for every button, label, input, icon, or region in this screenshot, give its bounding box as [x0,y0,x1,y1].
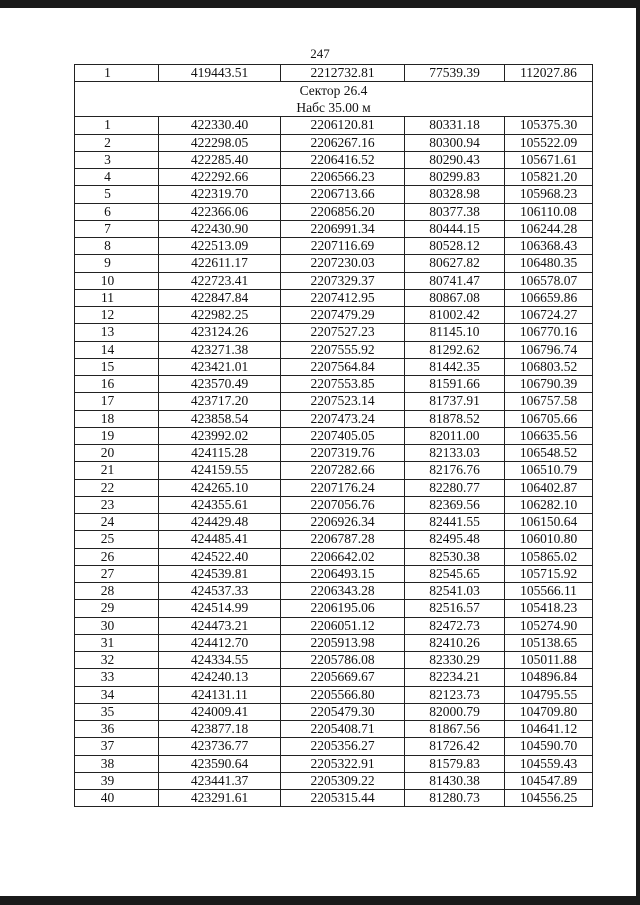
local-y: 104641.12 [505,721,593,738]
coord-y: 2206856.20 [281,203,405,220]
table-row [75,703,593,720]
point-number: 29 [75,600,159,617]
point-number: 9 [75,255,159,272]
coord-x: 422319.70 [159,186,281,203]
coord-x: 422611.17 [159,255,281,272]
coord-y: 2205322.91 [281,755,405,772]
local-x: 80299.83 [405,169,505,186]
local-x: 81280.73 [405,790,505,807]
sector-level: Набс 35.00 м [75,99,593,117]
table-row [75,203,593,220]
point-number: 12 [75,307,159,324]
coord-y: 2206713.66 [281,186,405,203]
point-number: 35 [75,703,159,720]
scan-bottom-border [0,896,640,905]
local-y: 106150.64 [505,514,593,531]
point-number: 8 [75,238,159,255]
point-number: 10 [75,272,159,289]
local-x: 80328.98 [405,186,505,203]
local-y: 106510.79 [505,462,593,479]
local-x: 82495.48 [405,531,505,548]
point-number: 2 [75,134,159,151]
table-row [75,289,593,306]
local-y: 105566.11 [505,583,593,600]
local-y: 105011.88 [505,652,593,669]
local-x: 77539.39 [405,65,505,82]
sector-level-row [75,99,593,117]
table-row [75,755,593,772]
table-row [75,790,593,807]
coord-x: 424159.55 [159,462,281,479]
local-x: 81002.42 [405,307,505,324]
coord-y: 2206416.52 [281,151,405,168]
point-number: 28 [75,583,159,600]
local-y: 105522.09 [505,134,593,151]
local-y: 106480.35 [505,255,593,272]
point-number: 17 [75,393,159,410]
coord-y: 2207553.85 [281,376,405,393]
coord-x: 424522.40 [159,548,281,565]
point-number: 1 [75,117,159,134]
point-number: 16 [75,376,159,393]
coord-y: 2207282.66 [281,462,405,479]
point-number: 38 [75,755,159,772]
coord-x: 424473.21 [159,617,281,634]
coord-x: 422430.90 [159,220,281,237]
local-y: 112027.86 [505,65,593,82]
coord-y: 2205479.30 [281,703,405,720]
coord-y: 2207116.69 [281,238,405,255]
coord-y: 2207405.05 [281,427,405,444]
local-y: 104590.70 [505,738,593,755]
coord-y: 2206120.81 [281,117,405,134]
point-number: 32 [75,652,159,669]
table-row [75,427,593,444]
coord-y: 2207176.24 [281,479,405,496]
coord-y: 2205309.22 [281,772,405,789]
table-row [75,376,593,393]
local-y: 106790.39 [505,376,593,393]
coord-y: 2205669.67 [281,669,405,686]
table-row [75,238,593,255]
coord-x: 423717.20 [159,393,281,410]
coord-y: 2206991.34 [281,220,405,237]
local-y: 106548.52 [505,445,593,462]
local-x: 80867.08 [405,289,505,306]
local-y: 106796.74 [505,341,593,358]
point-number: 21 [75,462,159,479]
local-y: 106803.52 [505,358,593,375]
table-row [75,514,593,531]
local-x: 82234.21 [405,669,505,686]
point-number: 40 [75,790,159,807]
coord-y: 2207523.14 [281,393,405,410]
local-x: 82545.65 [405,565,505,582]
local-x: 81145.10 [405,324,505,341]
point-number: 30 [75,617,159,634]
coord-y: 2205786.08 [281,652,405,669]
table-row [75,721,593,738]
table-row [75,496,593,513]
coord-y: 2207319.76 [281,445,405,462]
coord-x: 424355.61 [159,496,281,513]
coord-x: 423271.38 [159,341,281,358]
local-y: 105138.65 [505,634,593,651]
coord-y: 2206493.15 [281,565,405,582]
point-number: 25 [75,531,159,548]
point-number: 18 [75,410,159,427]
local-y: 106705.66 [505,410,593,427]
table-row [75,324,593,341]
coord-x: 422298.05 [159,134,281,151]
point-number: 23 [75,496,159,513]
coord-x: 423291.61 [159,790,281,807]
local-y: 105715.92 [505,565,593,582]
local-x: 82541.03 [405,583,505,600]
table-row [75,358,593,375]
local-x: 81430.38 [405,772,505,789]
local-y: 106757.58 [505,393,593,410]
coord-y: 2205913.98 [281,634,405,651]
local-x: 80627.82 [405,255,505,272]
local-x: 82369.56 [405,496,505,513]
point-number: 22 [75,479,159,496]
table-row [75,445,593,462]
local-y: 104795.55 [505,686,593,703]
point-number: 1 [75,65,159,82]
local-x: 82530.38 [405,548,505,565]
point-number: 5 [75,186,159,203]
point-number: 36 [75,721,159,738]
local-y: 104547.89 [505,772,593,789]
point-number: 4 [75,169,159,186]
scan-top-border [0,0,640,8]
coord-y: 2206926.34 [281,514,405,531]
table-row [75,255,593,272]
point-number: 6 [75,203,159,220]
coord-x: 422330.40 [159,117,281,134]
point-number: 24 [75,514,159,531]
local-x: 81737.91 [405,393,505,410]
table-row [75,462,593,479]
table-row [75,410,593,427]
table-row [75,738,593,755]
sector-title: Сектор 26.4 [75,82,593,100]
local-y: 106282.10 [505,496,593,513]
coord-y: 2212732.81 [281,65,405,82]
local-x: 80528.12 [405,238,505,255]
coord-y: 2207479.29 [281,307,405,324]
coord-x: 424131.11 [159,686,281,703]
local-x: 81726.42 [405,738,505,755]
local-x: 80377.38 [405,203,505,220]
coord-x: 424334.55 [159,652,281,669]
sector-title-row [75,82,593,100]
table-row [75,634,593,651]
local-y: 106770.16 [505,324,593,341]
coord-y: 2207056.76 [281,496,405,513]
coord-x: 424240.13 [159,669,281,686]
coord-y: 2206051.12 [281,617,405,634]
local-y: 105375.30 [505,117,593,134]
point-number: 27 [75,565,159,582]
coord-y: 2205566.80 [281,686,405,703]
coord-y: 2207527.23 [281,324,405,341]
local-y: 106724.27 [505,307,593,324]
table-row [75,548,593,565]
local-x: 81292.62 [405,341,505,358]
table-row [75,669,593,686]
coord-x: 424412.70 [159,634,281,651]
coord-x: 422723.41 [159,272,281,289]
coord-x: 424514.99 [159,600,281,617]
coord-y: 2207473.24 [281,410,405,427]
local-x: 82011.00 [405,427,505,444]
local-x: 81591.66 [405,376,505,393]
coord-x: 423441.37 [159,772,281,789]
point-number: 39 [75,772,159,789]
coord-y: 2207555.92 [281,341,405,358]
local-x: 82133.03 [405,445,505,462]
local-y: 106010.80 [505,531,593,548]
coord-x: 422285.40 [159,151,281,168]
local-x: 81442.35 [405,358,505,375]
coord-x: 419443.51 [159,65,281,82]
table-row [75,186,593,203]
local-y: 104556.25 [505,790,593,807]
local-x: 82280.77 [405,479,505,496]
local-x: 80290.43 [405,151,505,168]
coord-x: 424429.48 [159,514,281,531]
local-x: 82123.73 [405,686,505,703]
coord-x: 424485.41 [159,531,281,548]
coord-x: 424115.28 [159,445,281,462]
table-row [75,151,593,168]
coord-x: 422366.06 [159,203,281,220]
page-number: 247 [310,46,330,61]
local-y: 104709.80 [505,703,593,720]
local-x: 80741.47 [405,272,505,289]
local-y: 105274.90 [505,617,593,634]
coord-x: 422982.25 [159,307,281,324]
coord-x: 422513.09 [159,238,281,255]
coord-x: 423570.49 [159,376,281,393]
coord-x: 423877.18 [159,721,281,738]
local-x: 80300.94 [405,134,505,151]
point-number: 3 [75,151,159,168]
table-row [75,686,593,703]
local-x: 82472.73 [405,617,505,634]
table-row [75,531,593,548]
coord-x: 423858.54 [159,410,281,427]
table-row [75,479,593,496]
scan-right-border [636,0,640,905]
coord-y: 2206195.06 [281,600,405,617]
local-x: 80331.18 [405,117,505,134]
table-row [75,341,593,358]
point-number: 7 [75,220,159,237]
point-number: 19 [75,427,159,444]
local-x: 82441.55 [405,514,505,531]
point-number: 31 [75,634,159,651]
local-y: 106244.28 [505,220,593,237]
coord-x: 424265.10 [159,479,281,496]
local-y: 106578.07 [505,272,593,289]
local-x: 82330.29 [405,652,505,669]
coord-y: 2206787.28 [281,531,405,548]
local-y: 106659.86 [505,289,593,306]
coord-y: 2207230.03 [281,255,405,272]
local-y: 104559.43 [505,755,593,772]
local-x: 82516.57 [405,600,505,617]
coord-x: 422847.84 [159,289,281,306]
table-row [75,617,593,634]
table-row [75,272,593,289]
table-row [75,772,593,789]
local-x: 82000.79 [405,703,505,720]
coord-x: 422292.66 [159,169,281,186]
local-y: 105821.20 [505,169,593,186]
point-number: 13 [75,324,159,341]
coord-x: 424537.33 [159,583,281,600]
coord-y: 2207329.37 [281,272,405,289]
coord-y: 2205315.44 [281,790,405,807]
table-row [75,169,593,186]
point-number: 20 [75,445,159,462]
table-row [75,600,593,617]
coord-y: 2206566.23 [281,169,405,186]
coordinates-table [74,64,593,807]
point-number: 34 [75,686,159,703]
local-x: 80444.15 [405,220,505,237]
coord-y: 2206343.28 [281,583,405,600]
coord-y: 2205356.27 [281,738,405,755]
point-number: 26 [75,548,159,565]
coord-y: 2206267.16 [281,134,405,151]
coord-x: 424539.81 [159,565,281,582]
coord-x: 423736.77 [159,738,281,755]
point-number: 15 [75,358,159,375]
table-row [75,393,593,410]
point-number: 37 [75,738,159,755]
table-row [75,220,593,237]
local-x: 82176.76 [405,462,505,479]
local-y: 105968.23 [505,186,593,203]
local-y: 106368.43 [505,238,593,255]
local-y: 106635.56 [505,427,593,444]
local-y: 105418.23 [505,600,593,617]
table-row [75,65,593,82]
coord-x: 423124.26 [159,324,281,341]
local-x: 81579.83 [405,755,505,772]
coord-y: 2205408.71 [281,721,405,738]
local-y: 105865.02 [505,548,593,565]
table-row [75,565,593,582]
table-row [75,583,593,600]
point-number: 11 [75,289,159,306]
local-y: 106110.08 [505,203,593,220]
local-x: 81867.56 [405,721,505,738]
local-y: 106402.87 [505,479,593,496]
point-number: 14 [75,341,159,358]
coord-x: 423421.01 [159,358,281,375]
local-x: 81878.52 [405,410,505,427]
coord-x: 423992.02 [159,427,281,444]
coord-y: 2207564.84 [281,358,405,375]
coord-x: 423590.64 [159,755,281,772]
coord-x: 424009.41 [159,703,281,720]
table-row [75,652,593,669]
table-row [75,117,593,134]
table-row [75,134,593,151]
coord-y: 2206642.02 [281,548,405,565]
point-number: 33 [75,669,159,686]
local-x: 82410.26 [405,634,505,651]
local-y: 105671.61 [505,151,593,168]
local-y: 104896.84 [505,669,593,686]
table-row [75,307,593,324]
coord-y: 2207412.95 [281,289,405,306]
